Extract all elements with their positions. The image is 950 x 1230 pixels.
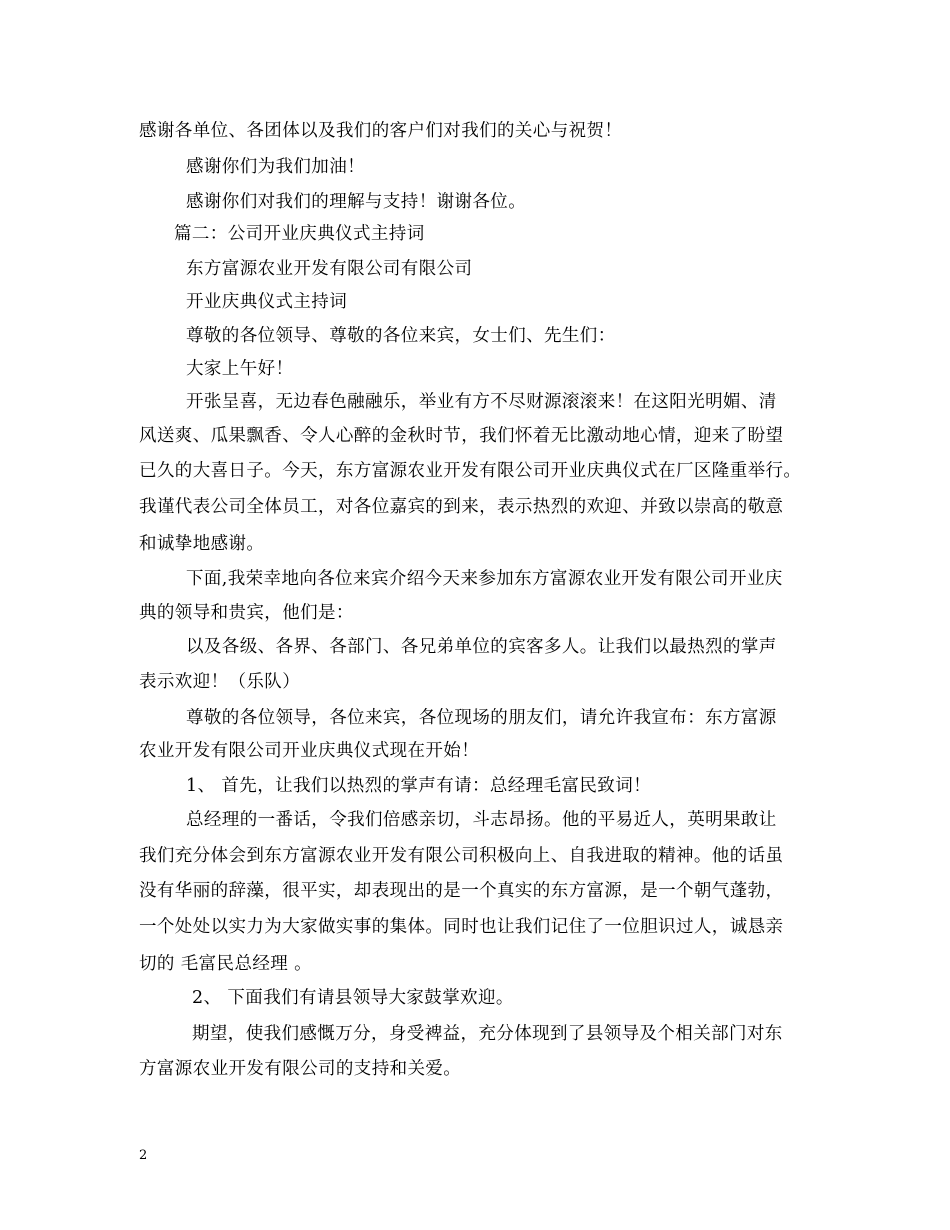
text-line: 没有华丽的辞藻，很平实，却表现出的是一个真实的东方富源，是一个朝气蓬勃， [139, 881, 784, 901]
text-line: 和诚挚地感谢。 [139, 534, 265, 554]
section-heading: 篇二：公司开业庆典仪式主持词 [174, 224, 425, 244]
text-line: 已久的大喜日子。今天，东方富源农业开发有限公司开业庆典仪式在厂区隆重举行。 [139, 461, 802, 481]
text-line: 感谢各单位、各团体以及我们的客户们对我们的关心与祝贺！ [139, 121, 623, 141]
text-line: 感谢你们为我们加油！ [186, 157, 365, 177]
text-line: 切的 毛富民总经理 。 [139, 954, 313, 974]
text-line: 开业庆典仪式主持词 [186, 292, 348, 312]
text-line: 东方富源农业开发有限公司有限公司 [186, 259, 473, 279]
page-number: 2 [139, 1148, 148, 1163]
text-line: 典的领导和贵宾，他们是： [139, 603, 354, 623]
text-line: 感谢你们对我们的理解与支持！谢谢各位。 [186, 192, 527, 212]
text-line: 以及各级、各界、各部门、各兄弟单位的宾客多人。让我们以最热烈的掌声 [186, 637, 777, 657]
text-line: 我们充分体会到东方富源农业开发有限公司积极向上、自我进取的精神。他的话虽 [139, 846, 784, 866]
text-line: 表示欢迎！（乐队） [139, 672, 301, 692]
text-line: 期望，使我们感慨万分，身受裨益，充分体现到了县领导及个相关部门对东 [192, 1024, 783, 1044]
text-line: 大家上午好！ [186, 359, 294, 379]
text-line: 尊敬的各位领导、尊敬的各位来宾，女士们、先生们： [186, 326, 616, 346]
text-line: 农业开发有限公司开业庆典仪式现在开始！ [139, 741, 480, 761]
text-line: 1、 首先，让我们以热烈的掌声有请：总经理毛富民致词！ [186, 776, 651, 796]
text-line: 方富源农业开发有限公司的支持和关爱。 [139, 1059, 462, 1079]
text-line: 尊敬的各位领导，各位来宾，各位现场的朋友们，请允许我宣布：东方富源 [186, 708, 777, 728]
text-line: 总经理的一番话，令我们倍感亲切，斗志昂扬。他的平易近人，英明果敢让 [186, 810, 777, 830]
text-line: 2、 下面我们有请县领导大家鼓掌欢迎。 [192, 988, 514, 1008]
text-line: 一个处处以实力为大家做实事的集体。同时也让我们记住了一位胆识过人，诚恳亲 [139, 917, 784, 937]
text-line: 下面,我荣幸地向各位来宾介绍今天来参加东方富源农业开发有限公司开业庆 [186, 569, 783, 589]
text-line: 我谨代表公司全体员工，对各位嘉宾的到来，表示热烈的欢迎、并致以崇高的敬意 [139, 497, 784, 517]
text-line: 风送爽、瓜果飘香、令人心醉的金秋时节，我们怀着无比激动地心情，迎来了盼望 [139, 426, 784, 446]
text-line: 开张呈喜，无边春色融融乐，举业有方不尽财源滚滚来！在这阳光明媚、清 [186, 392, 777, 412]
